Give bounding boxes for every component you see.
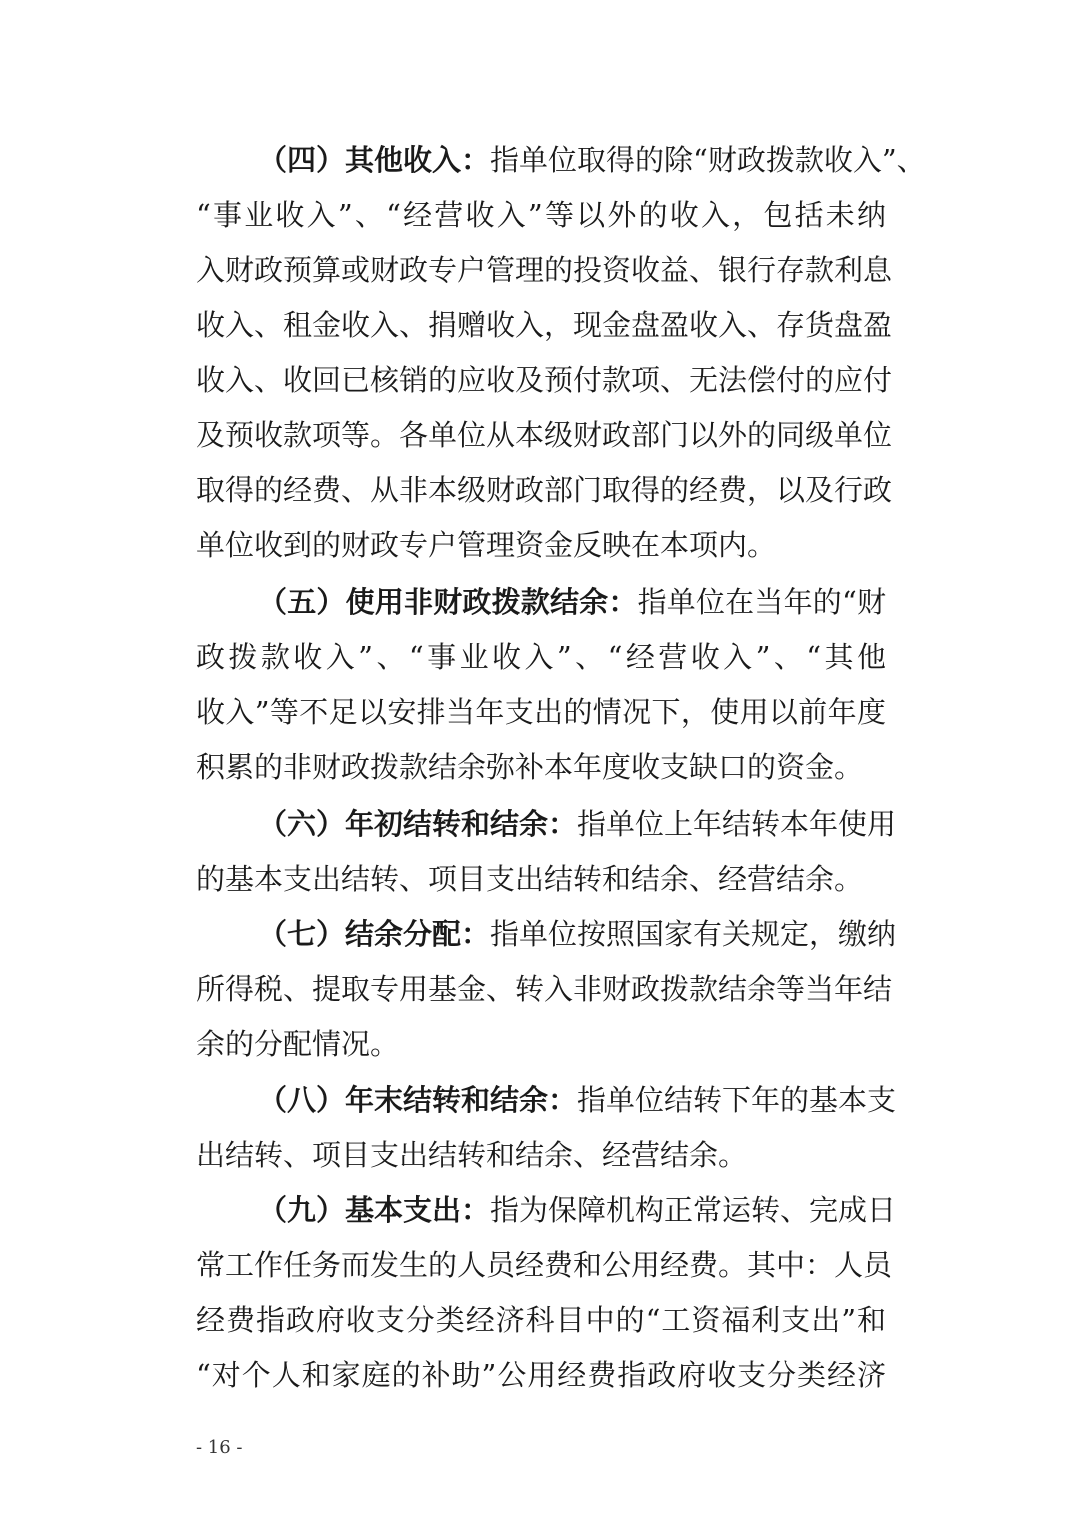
- paragraph-line: [196, 1024, 886, 1064]
- paragraph-line: [196, 859, 886, 899]
- term-closing-carryover: （八）年末结转和结余：: [258, 1083, 578, 1117]
- line-text: 指单位上年结转本年使用: [577, 807, 897, 841]
- line-text: 入财政预算或财政专户管理的投资收益、银行存款利息: [196, 253, 893, 287]
- line-text: “事业收入”、“经营收入”等以外的收入，包括未纳: [196, 198, 886, 232]
- paragraph-line: [196, 195, 886, 235]
- line-text: 指单位取得的除“财政拨款收入”、: [490, 143, 926, 177]
- page-number: - 16 -: [196, 1437, 243, 1458]
- paragraph-line: [196, 1300, 886, 1340]
- paragraph-line: [196, 747, 886, 787]
- section-8-heading-line: [258, 1080, 897, 1120]
- line-text: “对个人和家庭的补助”公用经费指政府收支分类经济: [196, 1358, 886, 1392]
- section-7-heading-line: [258, 914, 897, 954]
- line-text: 指单位在当年的“财: [637, 585, 886, 619]
- line-text: 的基本支出结转、项目支出结转和结余、经营结余。: [196, 862, 864, 896]
- term-basic-expenditure: （九）基本支出：: [258, 1193, 491, 1227]
- line-text: 及预收款项等。各单位从本级财政部门以外的同级单位: [196, 418, 893, 452]
- line-text: 单位收到的财政专户管理资金反映在本项内。: [196, 528, 777, 562]
- line-text: 常工作任务而发生的人员经费和公用经费。其中：人员: [196, 1248, 893, 1282]
- line-text: 余的分配情况。: [196, 1027, 400, 1061]
- line-text: 指单位按照国家有关规定，缴纳: [490, 917, 897, 951]
- section-6-heading-line: [258, 804, 897, 844]
- line-text: 收入”等不足以安排当年支出的情况下，使用以前年度: [196, 695, 886, 729]
- term-surplus-distribution: （七）结余分配：: [258, 917, 491, 951]
- paragraph-line: [196, 470, 893, 510]
- line-text: 政拨款收入”、“事业收入”、“经营收入”、“其他: [196, 640, 886, 674]
- paragraph-line: [196, 969, 893, 1009]
- paragraph-line: [196, 305, 893, 345]
- line-text: 出结转、项目支出结转和结余、经营结余。: [196, 1138, 748, 1172]
- paragraph-line: [196, 415, 893, 455]
- paragraph-line: [196, 250, 893, 290]
- paragraph-line: [196, 360, 893, 400]
- paragraph-line: [196, 525, 886, 565]
- line-text: 指为保障机构正常运转、完成日: [490, 1193, 897, 1227]
- section-9-heading-line: [258, 1190, 897, 1230]
- paragraph-line: [196, 1245, 893, 1285]
- paragraph-line: [196, 1135, 886, 1175]
- paragraph-line: [196, 637, 886, 677]
- line-text: 积累的非财政拨款结余弥补本年度收支缺口的资金。: [196, 750, 864, 784]
- section-4-heading-line: [258, 140, 926, 180]
- line-text: 收入、租金收入、捐赠收入，现金盘盈收入、存货盘盈: [196, 308, 893, 342]
- paragraph-line: [196, 1355, 886, 1395]
- line-text: 取得的经费、从非本级财政部门取得的经费，以及行政: [196, 473, 893, 507]
- section-5-heading-line: [258, 582, 886, 622]
- line-text: 指单位结转下年的基本支: [577, 1083, 897, 1117]
- term-opening-carryover: （六）年初结转和结余：: [258, 807, 578, 841]
- paragraph-line: [196, 692, 886, 732]
- term-non-fiscal-balance: （五）使用非财政拨款结余：: [258, 585, 638, 619]
- line-text: 所得税、提取专用基金、转入非财政拨款结余等当年结: [196, 972, 893, 1006]
- line-text: 经费指政府收支分类经济科目中的“工资福利支出”和: [196, 1303, 886, 1337]
- line-text: 收入、收回已核销的应收及预付款项、无法偿付的应付: [196, 363, 893, 397]
- term-other-income: （四）其他收入：: [258, 143, 491, 177]
